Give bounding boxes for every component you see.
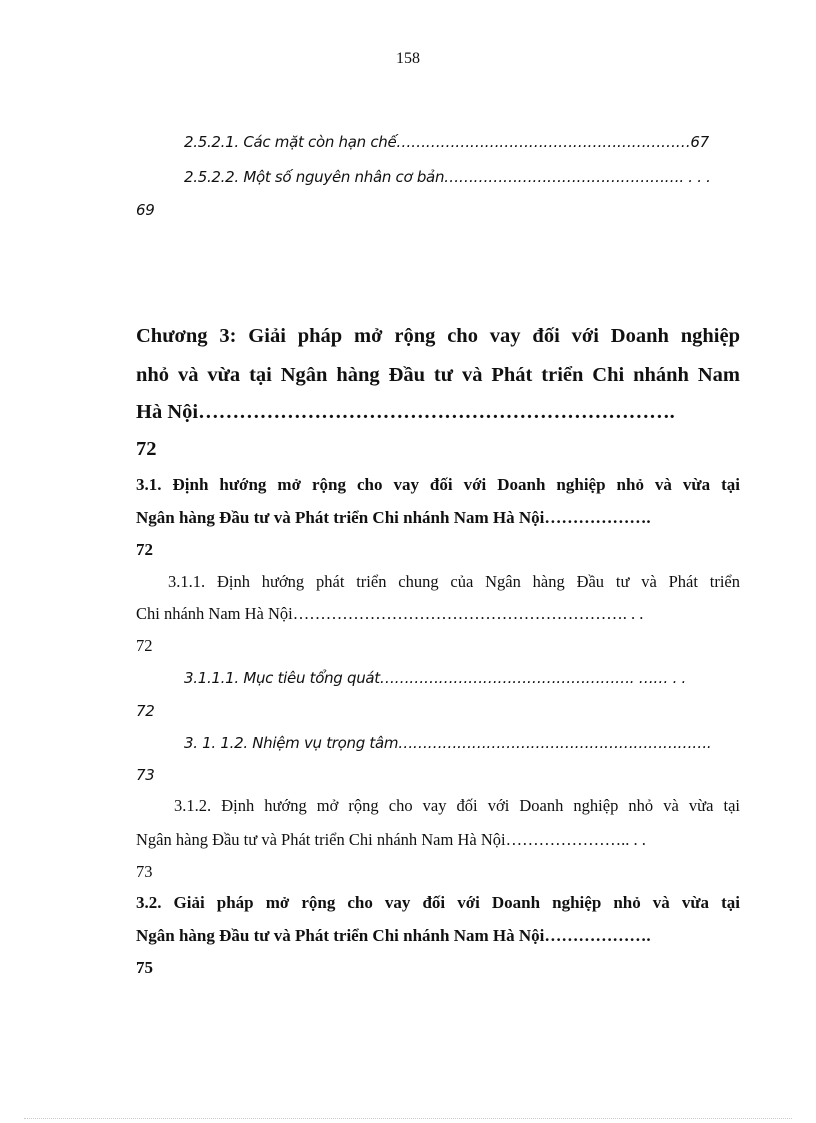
toc-entry-3-1-page: 72: [136, 540, 153, 559]
toc-entry-3-1-line-1: 3.1. Định hướng mở rộng cho vay đối với Doanh nghiệp nhỏ và vừa tại: [136, 475, 740, 494]
toc-entry-3-2-line-1: 3.2. Giải pháp mở rộng cho vay đối với Doanh nghiệp nhỏ và vừa tại: [136, 893, 740, 912]
toc-entry-3-1-2-line-2: Ngân hàng Đầu tư và Phát triển Chi nhánh Nam Hà Nội………………….. . .: [136, 830, 646, 849]
page-number: 158: [396, 50, 420, 67]
toc-entry-3-1-line-2: Ngân hàng Đầu tư và Phát triển Chi nhánh Nam Hà Nội……………….: [136, 508, 651, 527]
toc-entry-3-1-1-page: 72: [136, 636, 153, 655]
toc-entry-2-5-2-2-page: 69: [136, 201, 155, 219]
toc-entry-3-1-2-page: 73: [136, 862, 153, 881]
toc-chapter-3-line-2: nhỏ và vừa tại Ngân hàng Đầu tư và Phát triển Chi nhánh Nam: [136, 364, 740, 386]
page-bottom-divider: [24, 1118, 792, 1119]
toc-entry-3-1-1-2-page: 73: [136, 766, 155, 784]
toc-chapter-3-line-3: Hà Nội…………………………………………………………….: [136, 401, 675, 423]
toc-entry-3-1-2-line-1: 3.1.2. Định hướng mở rộng cho vay đối với Doanh nghiệp nhỏ và vừa tại: [174, 796, 740, 815]
toc-entry-3-2-line-2: Ngân hàng Đầu tư và Phát triển Chi nhánh Nam Hà Nội……………….: [136, 926, 651, 945]
toc-entry-2-5-2-1: 2.5.2.1. Các mặt còn hạn chế……………………………………………………67: [184, 133, 709, 151]
toc-entry-3-1-1-1-page: 72: [136, 702, 155, 720]
toc-chapter-3-line-1: Chương 3: Giải pháp mở rộng cho vay đối với Doanh nghiệp: [136, 325, 740, 347]
toc-entry-3-1-1-line-2: Chi nhánh Nam Hà Nội……………………………………………………. . .: [136, 604, 644, 623]
toc-entry-2-5-2-2: 2.5.2.2. Một số nguyên nhân cơ bản…………………………………………. . . .: [184, 168, 711, 186]
toc-entry-3-1-1-2: 3. 1. 1.2. Nhiệm vụ trọng tâm……………………………………………………….: [184, 734, 712, 752]
toc-entry-3-1-1-line-1: 3.1.1. Định hướng phát triển chung của Ngân hàng Đầu tư và Phát triển: [168, 572, 740, 591]
toc-entry-3-1-1-1: 3.1.1.1. Mục tiêu tổng quát……………………………………………. …… . .: [184, 669, 686, 687]
toc-entry-3-2-page: 75: [136, 958, 153, 977]
toc-chapter-3-page: 72: [136, 438, 157, 460]
